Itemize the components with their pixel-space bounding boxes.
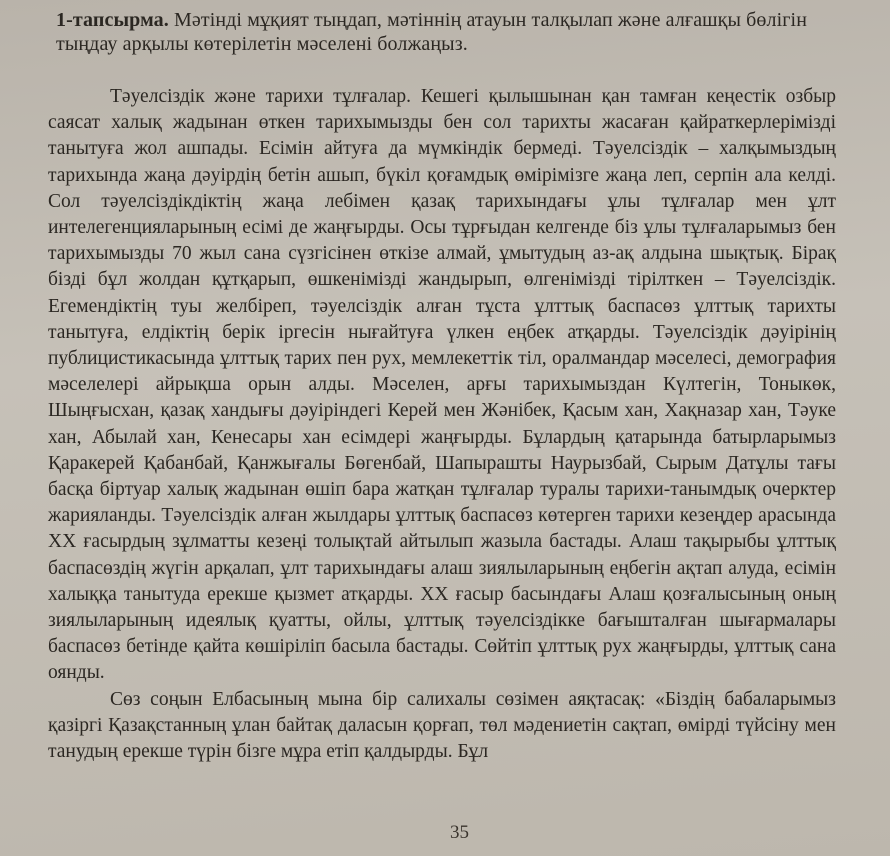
paragraph: Тәуелсіздік және тарихи тұлғалар. Кешегі қылышынан қан тамған кеңестік озбыр саясат халық жадынан өткен тарихымызды бен сол тарихты жасаған қайраткерлерімізді танытуға жол ашпады. Есімін айтуға да мүмкіндік бермеді. Тәуелсіздік – халқымыздың тарихында жаңа дәуірдің бетін ашып, бүкіл қоғамдық өмірімізге жаңа леп, серпін ала келді. Сол тәуелсіздікдіктің жаңа лебімен қазақ тарихындағы ұлы тұлғалар мен ұлт интелегенцияларының есімі де жаңғырды. Осы тұрғыдан келгенде біз ұлы тұлғаларымыз бен тарихымызды 70 жыл сана сүзгісінен өткізе алмай, ұмытудың аз-ақ алдына шықтық. Бірақ бізді бұл жолдан құтқарып, өшкенімізді жандырып, өлгенімізді тірілткен – Тәуелсіздік. Егемендіктің туы желбіреп, тәуелсіздік алған тұста ұлттық баспасөз ұлттық тарихты танытуға, елдіктің берік іргесін нығайтуға үлкен еңбек атқарды. Тәуелсіздік дәуірінің публицистикасында ұлттық тарих пен рух, мемлекеттік тіл, оралмандар мәселесі, демография мәселелері айрықша орын алды. Мәселен, арғы тарихымыздан Күлтегін, Тоныкөк, Шыңғысхан, қазақ хандығы дәуіріндегі Керей мен Жәнібек, Қасым хан, Хақназар хан, Тәуке хан, Абылай хан, Кенесары хан есімдері жаңғырды. Бұлардың қатарында батырларымыз Қаракерей Қабанбай, Қанжығалы Бөгенбай, Шапырашты Наурызбай, Сырым Датұлы тағы басқа біртуар халық жадынан өшіп бара жатқан тұлғалар туралы тарихи-танымдық очерктер жарияланды. Тәуелсіздік алған жылдары ұлттық баспасөз көтерген тарихи кезеңдер арасында XX ғасырдың зұлматты кезеңі толықтай айтылып жазыла бастады. Алаш тақырыбы ұлттық баспасөздің жүгін арқалап, ұлт тарихындағы алаш зиялыларының еңбегін ақтап алуда, есімін халыққа танытуда ерекше қызмет атқарды. XX ғасыр басындағы Алаш қозғалысының оның зиялыларының идеялық қуатты, ойлы, ұлттық тәуелсіздікке бағышталған шығармалары баспасөз бетінде қайта көшіріліп басыла бастады. Сөйтіп ұлттық рух жаңғырды, ұлттық сана оянды. [48,86,836,684]
paragraph: Сөз соңын Елбасының мына бір салихалы сөзімен аяқтасақ: «Біздің бабаларымыз қазіргі Қазақстанның ұлан байтақ даласын қорғап, төл мәдениетін сақтап, өмірді түйсіну мен танудың ерекше түрін бізге мұра етіп қалдырды. Бұл [48,688,836,763]
page-number: 35 [450,822,469,843]
task-text: Мәтінді мұқият тыңдап, мәтіннің атауын талқылап және алғашқы бөлігін тыңдау арқылы көтерілетін мәселені болжаңыз. [56,9,808,55]
task-instruction [56,8,856,56]
cut-off-header-line [0,0,890,6]
main-text [48,84,836,765]
task-label: 1-тапсырма. [56,9,169,31]
